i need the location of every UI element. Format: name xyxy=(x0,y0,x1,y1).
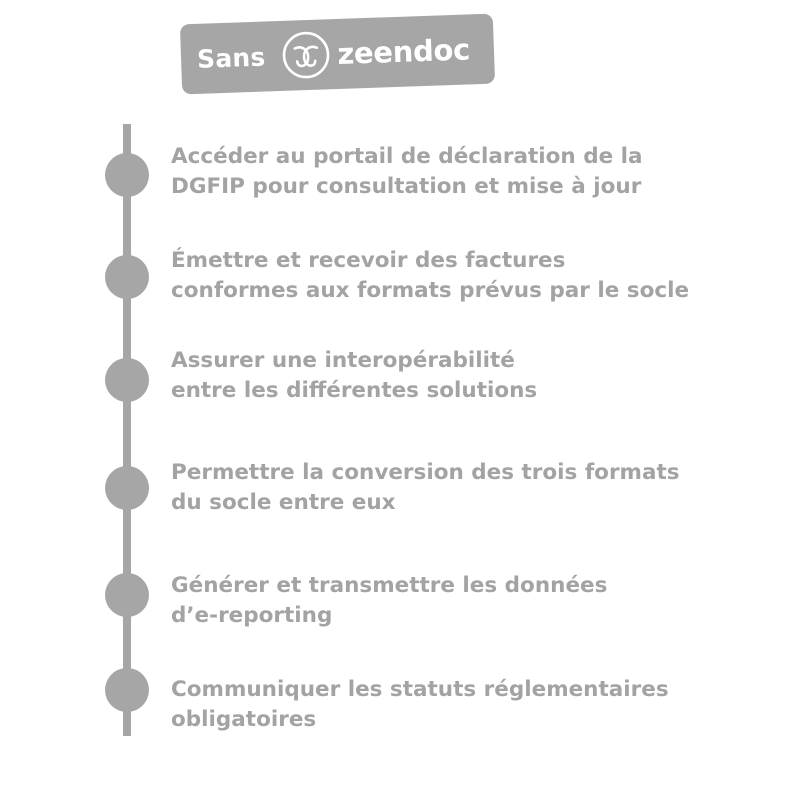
timeline-item-line: Générer et transmettre les données xyxy=(171,573,608,598)
timeline-item xyxy=(171,675,761,735)
sans-zeendoc-badge xyxy=(180,14,495,95)
brand-name: zeendoc xyxy=(336,32,471,71)
timeline-item-line: DGFIP pour consultation et mise à jour xyxy=(171,174,642,199)
timeline-dot xyxy=(105,358,149,402)
timeline-dot xyxy=(105,466,149,510)
timeline-line xyxy=(123,124,131,736)
timeline-item-line: du socle entre eux xyxy=(171,490,396,515)
timeline-item-line: Accéder au portail de déclaration de la xyxy=(171,144,643,169)
timeline-item-line: conformes aux formats prévus par le socle xyxy=(171,278,690,303)
timeline-dot xyxy=(105,153,149,197)
timeline-item-line: obligatoires xyxy=(171,707,317,732)
timeline-item-line: Assurer une interopérabilité xyxy=(171,348,515,373)
timeline-item xyxy=(171,346,761,406)
timeline-item xyxy=(171,246,761,306)
timeline-item-line: Permettre la conversion des trois formats xyxy=(171,460,680,485)
timeline-item-line: Communiquer les statuts réglementaires xyxy=(171,677,669,702)
timeline-item xyxy=(171,142,761,202)
timeline-dot xyxy=(105,255,149,299)
zeendoc-leaf-logo-icon xyxy=(281,29,333,81)
timeline-dot xyxy=(105,573,149,617)
timeline-item-line: Émettre et recevoir des factures xyxy=(171,248,566,273)
timeline-item-line: entre les différentes solutions xyxy=(171,378,538,403)
timeline-item xyxy=(171,571,761,631)
timeline-item xyxy=(171,458,761,518)
timeline-dot xyxy=(105,668,149,712)
badge-prefix: Sans xyxy=(196,42,266,74)
timeline-item-line: d’e-reporting xyxy=(171,603,333,628)
